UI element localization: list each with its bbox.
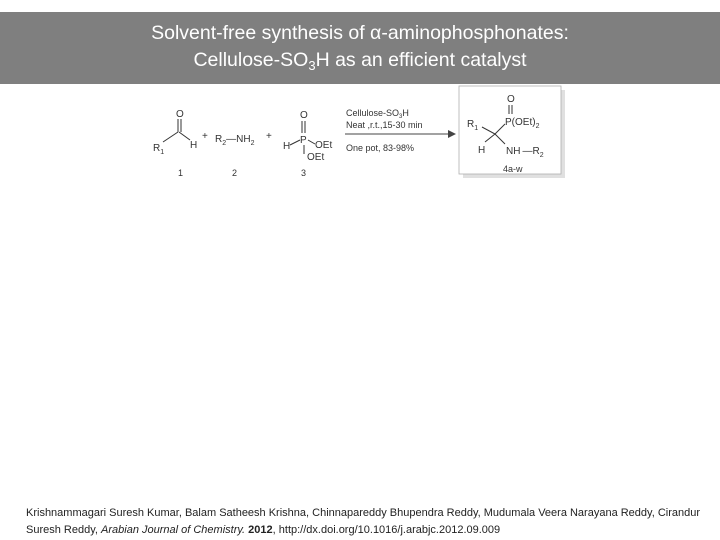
title-line2-pre: Cellulose-SO xyxy=(193,49,309,71)
plus-sign-2: + xyxy=(266,131,272,142)
product-box xyxy=(459,86,565,178)
product-amine: NH $—R_2$ xyxy=(506,146,544,159)
phosphite-oxygen: O xyxy=(300,110,308,121)
citation-year: 2012 xyxy=(248,524,273,536)
r2-amine-label: $R_2—NH_2$ xyxy=(215,134,255,147)
plus-sign-1: + xyxy=(202,131,208,142)
phosphite-phosphorus: P xyxy=(300,135,307,146)
citation-doi: , http://dx.doi.org/10.1016/j.arabjc.2012.09.009 xyxy=(272,524,501,536)
product-oxygen: O xyxy=(507,94,515,105)
product-hydrogen: H xyxy=(478,145,486,156)
slide-title xyxy=(0,20,720,74)
product-label: 4a-w xyxy=(503,164,523,174)
reaction-arrow xyxy=(345,130,456,138)
reactant-phosphite xyxy=(283,110,332,178)
citation-journal: Arabian Journal of Chemistry. xyxy=(101,524,246,536)
product-r1: $R_1$ xyxy=(467,119,479,132)
title-alpha: α xyxy=(370,22,382,44)
compound-number-1: 1 xyxy=(178,168,184,178)
reactant-amine xyxy=(215,134,255,178)
phosphite-hydrogen: H xyxy=(283,141,291,152)
condition-catalyst: Cellulose-$SO_3H$ xyxy=(346,108,409,120)
title-line2-sub: 3 xyxy=(308,58,316,73)
citation xyxy=(26,505,706,539)
compound-number-3: 3 xyxy=(301,168,307,178)
phosphite-oet-1: OEt xyxy=(315,140,333,151)
citation-authors: Krishnammagari Suresh Kumar, Balam Satheesh Krishna, Chinnapareddy Bhupendra Reddy, Mudumala Veera Narayana Reddy, Cirandur Suresh Reddy, xyxy=(26,507,701,536)
product-phosphonate: $P(OEt)_2$ xyxy=(505,117,540,130)
reaction-scheme xyxy=(145,84,575,184)
r1-label: $R_1$ xyxy=(153,143,165,156)
compound-number-2: 2 xyxy=(232,168,238,178)
title-line2-post: H as an efficient catalyst xyxy=(315,49,527,71)
title-line1-post: -aminophosphonates: xyxy=(381,22,569,44)
phosphite-oet-2: OEt xyxy=(307,152,325,163)
aldehyde-hydrogen: H xyxy=(190,140,198,151)
reactant-aldehyde xyxy=(153,109,197,178)
title-line1-pre: Solvent-free synthesis of xyxy=(151,22,371,44)
condition-yield: One pot, 83-98% xyxy=(346,143,415,153)
condition-time: Neat ,r.t.,15-30 min xyxy=(346,120,423,130)
aldehyde-oxygen: O xyxy=(176,109,184,120)
